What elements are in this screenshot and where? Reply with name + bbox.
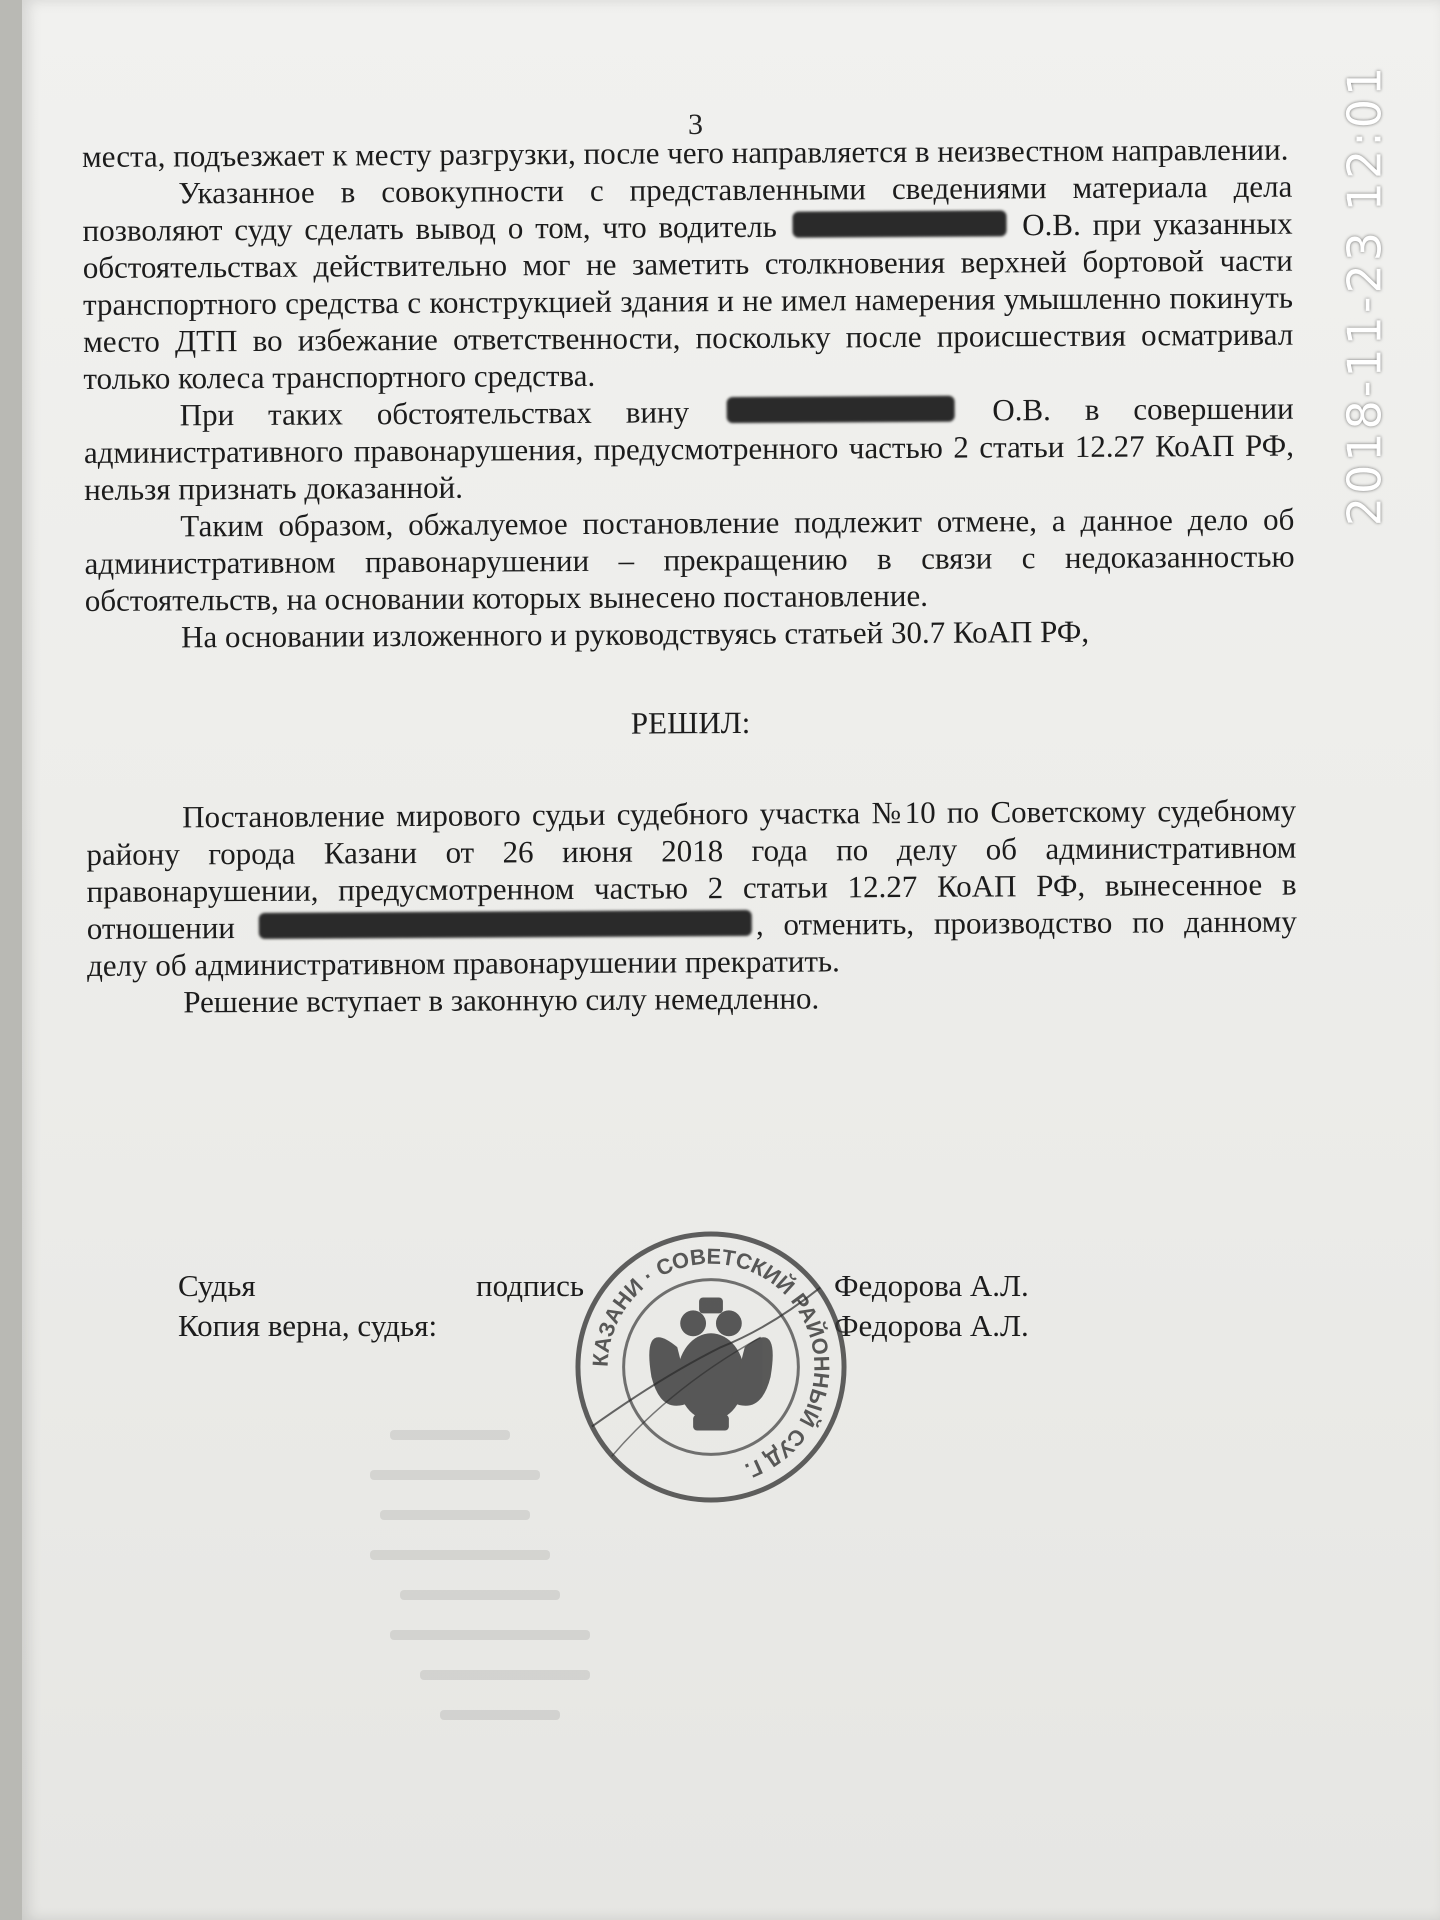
- decision-paragraph: Постановление мирового судьи судебного участка №10 по Советскому судебному району города Казани от 26 июня 2018 года по делу об административном правонарушении, предусмотренном частью 2 статьи 12.27 КоАП РФ, вынесенное в отношении , отменить, производство по данному делу об административном правонарушении прекратить.: [86, 792, 1297, 983]
- document-body: [82, 131, 1297, 1021]
- effective-statement: Решение вступает в законную силу немедленно.: [183, 980, 820, 1020]
- paragraph-5: На основании изложенного и руководствуясь статьей 30.7 КоАП РФ,: [180, 613, 1090, 655]
- copy-label: Копия верна, судья:: [178, 1308, 438, 1343]
- bleed-through-text: [360, 1420, 680, 1760]
- paragraph-3: При таких обстоятельствах вину О.В. в совершении административного правонарушения, предусмотренного частью 2 статьи 12.27 КоАП РФ, нельзя признать доказанной.: [83, 390, 1295, 507]
- signature-label: подпись: [476, 1268, 585, 1303]
- photo-timestamp: 2018-11-23 12:01: [1337, 63, 1391, 527]
- redacted-surname: [793, 210, 1007, 237]
- double-headed-eagle-icon: [649, 1298, 772, 1431]
- redacted-full-name: [259, 910, 752, 939]
- redacted-surname: [727, 396, 955, 423]
- paragraph-1: места, подъезжает к месту разгрузки, после чего направляется в неизвестном направлении.: [82, 131, 1289, 174]
- paragraph-2: Указанное в совокупности с представленными сведениями материала дела позволяют суду сделать вывод о том, что водитель О.В. при указанных обстоятельствах действительно мог не заметить столкновения верхней бортовой части транспортного средства с конструкцией здания и не имел намерения умышленно покинуть место ДТП во избежание ответственности, поскольку после происшествия осматривал только колеса транспортного средства.: [82, 168, 1294, 396]
- paragraph-4: Таким образом, обжалуемое постановление подлежит отмене, а данное дело об административном правонарушении – прекращению в связи с недоказанностью обстоятельств, на основании которых вынесено постановление.: [84, 501, 1295, 618]
- judge-label: Судья: [178, 1268, 256, 1303]
- judge-name: Федорова А.Л.: [834, 1268, 1029, 1303]
- seal-ring-text: КАЗАНИ · СОВЕТСКИЙ РАЙОННЫЙ СУД Г.: [587, 1243, 835, 1484]
- copy-name: Федорова А.Л.: [834, 1308, 1029, 1343]
- decision-heading: РЕШИЛ:: [630, 704, 751, 741]
- page-number: 3: [688, 108, 703, 141]
